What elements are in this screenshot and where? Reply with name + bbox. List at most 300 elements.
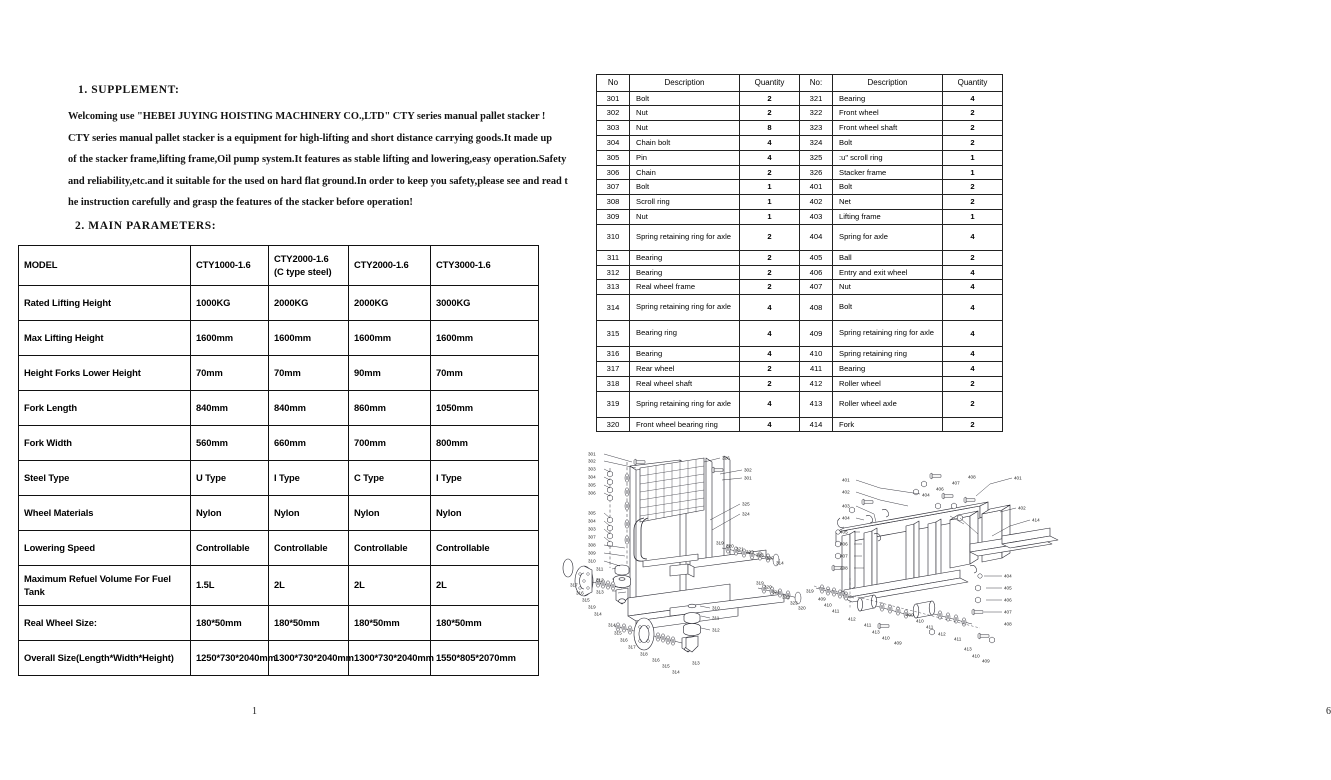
part-quantity-right: 4 [943,265,1003,280]
part-description-right: Bolt [833,135,943,150]
parameter-value: CTY3000-1.6 [431,246,539,286]
part-quantity-left: 1 [740,209,800,224]
svg-text:312: 312 [712,627,720,633]
parameter-value: 1300*730*2040mm [349,641,431,676]
svg-text:405: 405 [1004,585,1012,591]
part-description-right: Ball [833,250,943,265]
parameters-row [19,356,539,391]
part-number-right: 401 [800,180,833,195]
svg-text:308: 308 [588,542,596,548]
svg-text:412: 412 [938,631,946,637]
svg-text:309: 309 [588,550,596,556]
parameters-row [19,321,539,356]
parameter-label: Overall Size(Length*Width*Height) [19,641,191,676]
parts-row [597,209,1003,224]
page-number-left: 1 [252,706,257,717]
svg-text:408: 408 [840,565,848,571]
parameter-label: Steel Type [19,461,191,496]
svg-text:304: 304 [588,474,596,480]
svg-text:320: 320 [726,543,734,549]
svg-text:322: 322 [746,549,754,555]
parameter-value: Controllable [191,531,269,566]
parameters-row [19,496,539,531]
parameters-row [19,426,539,461]
parameters-row [19,566,539,606]
part-description-left: Bearing [630,265,740,280]
part-quantity-left: 4 [740,295,800,321]
parameter-label: MODEL [19,246,191,286]
svg-text:302: 302 [744,467,752,473]
header-desc-right: Description [833,75,943,92]
part-quantity-left: 2 [740,165,800,180]
parameter-value: Controllable [431,531,539,566]
svg-text:409: 409 [906,612,914,618]
part-description-left: Chain bolt [630,135,740,150]
page-number-right: 6 [1326,706,1331,717]
svg-text:408: 408 [1004,621,1012,627]
parts-row [597,121,1003,136]
parts-row [597,250,1003,265]
svg-text:408: 408 [968,474,976,480]
svg-text:406: 406 [1004,597,1012,603]
parts-row [597,165,1003,180]
svg-text:314: 314 [608,622,616,628]
svg-text:414: 414 [1032,517,1040,523]
part-description-right: Front wheel shaft [833,121,943,136]
part-quantity-right: 1 [943,165,1003,180]
parameter-label: Maximum Refuel Volume For Fuel Tank [19,566,191,606]
part-description-right: :u" scroll ring [833,150,943,165]
svg-text:410: 410 [824,602,832,608]
svg-text:322: 322 [782,594,790,600]
svg-text:323: 323 [790,600,798,606]
parameter-value: 1600mm [269,321,349,356]
parameter-value: 70mm [431,356,539,391]
part-description-left: Nut [630,121,740,136]
exploded-view-diagrams [570,448,1050,693]
part-description-left: Nut [630,209,740,224]
svg-text:305: 305 [588,510,596,516]
parts-row [597,280,1003,295]
svg-text:314: 314 [672,669,680,675]
svg-text:324: 324 [742,511,750,517]
parameter-value: 1600mm [431,321,539,356]
parameter-value: Nylon [349,496,431,531]
svg-text:320: 320 [764,584,772,590]
svg-text:409: 409 [982,658,990,664]
part-number-right: 413 [800,391,833,417]
parameter-value: 860mm [349,391,431,426]
parameter-value: U Type [191,461,269,496]
part-description-left: Spring retaining ring for axle [630,391,740,417]
part-quantity-right: 2 [943,391,1003,417]
parameter-label: Height Forks Lower Height [19,356,191,391]
parts-row [597,417,1003,432]
part-description-right: Spring retaining ring [833,347,943,362]
part-number-right: 404 [800,224,833,250]
parameter-value: 1300*730*2040mm [269,641,349,676]
part-number-left: 310 [597,224,630,250]
svg-text:302: 302 [588,458,596,464]
header-qty-left: Quantity [740,75,800,92]
part-number-left: 318 [597,376,630,391]
svg-text:407: 407 [952,480,960,486]
parameter-value: 1250*730*2040mm [191,641,269,676]
parameters-row [19,286,539,321]
part-description-left: Bolt [630,180,740,195]
svg-text:320: 320 [766,555,774,561]
parameter-value: CTY2000-1.6 (C type steel) [269,246,349,286]
svg-text:305: 305 [588,482,596,488]
svg-text:317: 317 [570,582,578,588]
svg-text:411: 411 [864,622,872,628]
part-quantity-left: 4 [740,150,800,165]
parameters-row [19,246,539,286]
part-description-right: Bearing [833,91,943,106]
document-page-left [0,0,568,780]
part-description-right: Bearing [833,361,943,376]
part-number-left: 320 [597,417,630,432]
parts-row [597,391,1003,417]
part-number-right: 325 [800,150,833,165]
part-quantity-right: 4 [943,347,1003,362]
part-number-left: 312 [597,265,630,280]
part-description-left: Spring retaining ring for axle [630,295,740,321]
part-number-right: 321 [800,91,833,106]
parameter-value: 180*50mm [269,606,349,641]
part-number-right: 411 [800,361,833,376]
parameter-label: Lowering Speed [19,531,191,566]
part-description-left: Bearing ring [630,321,740,347]
part-quantity-right: 4 [943,321,1003,347]
part-number-left: 311 [597,250,630,265]
parameter-value: 70mm [191,356,269,391]
part-description-right: Fork [833,417,943,432]
part-quantity-right: 2 [943,121,1003,136]
part-number-right: 323 [800,121,833,136]
header-no-left: No [597,75,630,92]
part-number-right: 410 [800,347,833,362]
svg-text:317: 317 [628,644,636,650]
parameter-value: 1000KG [191,286,269,321]
svg-text:311: 311 [596,566,604,572]
svg-text:319: 319 [588,604,596,610]
part-quantity-left: 4 [740,321,800,347]
part-quantity-left: 2 [740,224,800,250]
part-number-left: 319 [597,391,630,417]
parameters-row [19,606,539,641]
parts-row [597,265,1003,280]
parameter-label: Fork Length [19,391,191,426]
parameter-value: 700mm [349,426,431,461]
part-description-left: Bearing [630,347,740,362]
document-page-right [560,0,1331,780]
parameter-value: 2L [349,566,431,606]
main-parameters-table [18,245,539,676]
part-number-right: 409 [800,321,833,347]
part-number-right: 407 [800,280,833,295]
part-number-left: 304 [597,135,630,150]
part-description-left: Front wheel bearing ring [630,417,740,432]
part-quantity-right: 1 [943,150,1003,165]
part-quantity-left: 4 [740,417,800,432]
parameter-value: CTY2000-1.6 [349,246,431,286]
parameter-value: 840mm [191,391,269,426]
parts-list-header-row [597,75,1003,92]
parts-row [597,295,1003,321]
parameters-row [19,391,539,426]
svg-text:404: 404 [922,492,930,498]
parameter-value: 70mm [269,356,349,391]
part-description-left: Bolt [630,91,740,106]
svg-text:314: 314 [594,611,602,617]
part-quantity-left: 2 [740,265,800,280]
part-description-right: Bolt [833,180,943,195]
svg-text:316: 316 [576,590,584,596]
part-quantity-right: 4 [943,280,1003,295]
svg-text:409: 409 [894,640,902,646]
part-quantity-left: 8 [740,121,800,136]
svg-text:406: 406 [936,486,944,492]
svg-text:303: 303 [588,466,596,472]
svg-text:406: 406 [840,541,848,547]
svg-text:401: 401 [1014,475,1022,481]
part-number-right: 326 [800,165,833,180]
svg-text:313: 313 [692,660,700,666]
parameter-value: 1600mm [349,321,431,356]
parts-row [597,224,1003,250]
svg-text:311: 311 [712,615,720,621]
svg-text:321: 321 [736,546,744,552]
svg-text:304: 304 [588,518,596,524]
svg-text:403: 403 [842,503,850,509]
svg-text:314: 314 [776,560,784,566]
parameter-value: 800mm [431,426,539,461]
part-description-left: Real wheel shaft [630,376,740,391]
supplement-paragraph [68,106,568,214]
part-description-right: Net [833,195,943,210]
parameter-value: 180*50mm [349,606,431,641]
svg-text:306: 306 [588,490,596,496]
svg-text:301: 301 [744,475,752,481]
parameter-value: 660mm [269,426,349,461]
part-quantity-left: 1 [740,195,800,210]
part-description-right: Entry and exit wheel [833,265,943,280]
svg-text:316: 316 [652,657,660,663]
part-description-right: Nut [833,280,943,295]
parameter-value: Nylon [269,496,349,531]
svg-text:315: 315 [582,597,590,603]
parameter-label: Wheel Materials [19,496,191,531]
parts-row [597,135,1003,150]
part-quantity-right: 2 [943,135,1003,150]
parameter-value: CTY1000-1.6 [191,246,269,286]
parts-list-table-container [596,74,1001,432]
part-number-left: 302 [597,106,630,121]
supplement-line: Welcoming use "HEBEI JUYING HOISTING MACHINERY CO.,LTD" CTY series manual pallet stacker ! [68,111,546,122]
parameter-value: 560mm [191,426,269,461]
svg-text:409: 409 [818,596,826,602]
header-qty-right: Quantity [943,75,1003,92]
part-description-left: Bearing [630,250,740,265]
svg-text:301: 301 [588,451,596,457]
svg-text:307: 307 [588,534,596,540]
parameters-row [19,531,539,566]
parameter-value: C Type [349,461,431,496]
exploded-view-svg [570,448,1050,693]
svg-text:313: 313 [596,589,604,595]
part-quantity-left: 2 [740,280,800,295]
part-number-left: 308 [597,195,630,210]
left-diagram-group [563,456,801,652]
part-number-left: 317 [597,361,630,376]
right-diagram-labels [806,475,1040,664]
main-parameters-table-container [18,245,538,676]
parameter-value: 2L [269,566,349,606]
svg-text:410: 410 [882,635,890,641]
part-quantity-right: 4 [943,361,1003,376]
parts-row [597,91,1003,106]
part-quantity-right: 2 [943,376,1003,391]
part-quantity-right: 2 [943,106,1003,121]
part-quantity-left: 2 [740,91,800,106]
supplement-line: of the stacker frame,lifting frame,Oil pump system.It features as stable lifting and lowering,easy operation.Safety [68,154,567,165]
part-description-right: Spring for axle [833,224,943,250]
parts-row [597,150,1003,165]
part-description-left: Rear wheel [630,361,740,376]
part-quantity-left: 4 [740,135,800,150]
parameter-value: 2L [431,566,539,606]
parts-row [597,361,1003,376]
part-description-right: Stacker frame [833,165,943,180]
parameter-value: Controllable [269,531,349,566]
parameter-label: Real Wheel Size: [19,606,191,641]
part-number-right: 414 [800,417,833,432]
part-number-right: 406 [800,265,833,280]
svg-text:318: 318 [640,651,648,657]
header-desc-left: Description [630,75,740,92]
svg-text:319: 319 [716,540,724,546]
supplement-line: and reliability,etc.and it suitable for the used on hard flat ground.In order to keep you safety,please see and read t [68,175,568,187]
part-quantity-left: 4 [740,347,800,362]
part-description-right: Roller wheel [833,376,943,391]
parameters-row [19,641,539,676]
svg-text:407: 407 [1004,609,1012,615]
parameter-value: 840mm [269,391,349,426]
svg-text:410: 410 [972,653,980,659]
svg-text:404: 404 [1004,573,1012,579]
part-number-left: 315 [597,321,630,347]
part-quantity-right: 4 [943,295,1003,321]
svg-text:402: 402 [842,489,850,495]
parameter-value: 1550*805*2070mm [431,641,539,676]
supplement-line: he instruction carefully and grasp the features of the stacker before operation! [68,197,413,208]
svg-text:412: 412 [848,616,856,622]
svg-text:310: 310 [588,558,596,564]
part-number-right: 412 [800,376,833,391]
parameter-value: 1050mm [431,391,539,426]
part-description-right: Spring retaining ring for axle [833,321,943,347]
parameter-value: I Type [269,461,349,496]
part-number-left: 306 [597,165,630,180]
part-number-right: 324 [800,135,833,150]
svg-text:411: 411 [926,624,934,630]
svg-text:326: 326 [722,455,730,461]
part-description-right: Lifting frame [833,209,943,224]
svg-text:407: 407 [840,553,848,559]
part-description-left: Pin [630,150,740,165]
svg-text:315: 315 [614,630,622,636]
part-number-right: 405 [800,250,833,265]
part-description-left: Nut [630,106,740,121]
parameter-label: Fork Width [19,426,191,461]
parts-row [597,376,1003,391]
svg-text:402: 402 [1018,505,1026,511]
parameter-label: Rated Lifting Height [19,286,191,321]
svg-text:413: 413 [964,646,972,652]
part-number-left: 301 [597,91,630,106]
part-description-left: Real wheel frame [630,280,740,295]
svg-text:410: 410 [916,618,924,624]
parameter-value: 3000KG [431,286,539,321]
part-quantity-right: 2 [943,417,1003,432]
parts-row [597,180,1003,195]
svg-text:316: 316 [620,637,628,643]
part-quantity-right: 2 [943,180,1003,195]
part-number-left: 307 [597,180,630,195]
part-description-left: Spring retaining ring for axle [630,224,740,250]
parameter-value: Controllable [349,531,431,566]
supplement-heading: 1. SUPPLEMENT: [78,84,180,96]
svg-text:411: 411 [832,608,840,614]
svg-text:413: 413 [872,629,880,635]
svg-text:315: 315 [662,663,670,669]
part-description-right: Roller wheel axle [833,391,943,417]
part-quantity-left: 2 [740,250,800,265]
part-number-right: 322 [800,106,833,121]
svg-text:321: 321 [772,589,780,595]
parameter-label: Max Lifting Height [19,321,191,356]
svg-text:319: 319 [756,580,764,586]
part-quantity-left: 2 [740,106,800,121]
part-description-right: Front wheel [833,106,943,121]
parameter-value: 180*50mm [431,606,539,641]
part-number-left: 316 [597,347,630,362]
part-number-left: 303 [597,121,630,136]
supplement-line: CTY series manual pallet stacker is a equipment for high-lifting and short distance carrying goods.It made up [68,132,552,144]
part-description-left: Chain [630,165,740,180]
parameters-row [19,461,539,496]
svg-text:310: 310 [712,605,720,611]
part-quantity-right: 4 [943,91,1003,106]
part-number-left: 314 [597,295,630,321]
part-quantity-right: 2 [943,195,1003,210]
svg-text:411: 411 [954,636,962,642]
parts-row [597,347,1003,362]
svg-text:401: 401 [842,477,850,483]
parameter-value: 1600mm [191,321,269,356]
svg-text:312: 312 [596,577,604,583]
part-number-right: 403 [800,209,833,224]
part-quantity-left: 4 [740,391,800,417]
parts-row [597,321,1003,347]
part-quantity-right: 1 [943,209,1003,224]
parts-list-table [596,74,1003,432]
svg-text:323: 323 [756,552,764,558]
parameter-value: 2000KG [269,286,349,321]
parameter-value: 180*50mm [191,606,269,641]
svg-text:405: 405 [840,529,848,535]
